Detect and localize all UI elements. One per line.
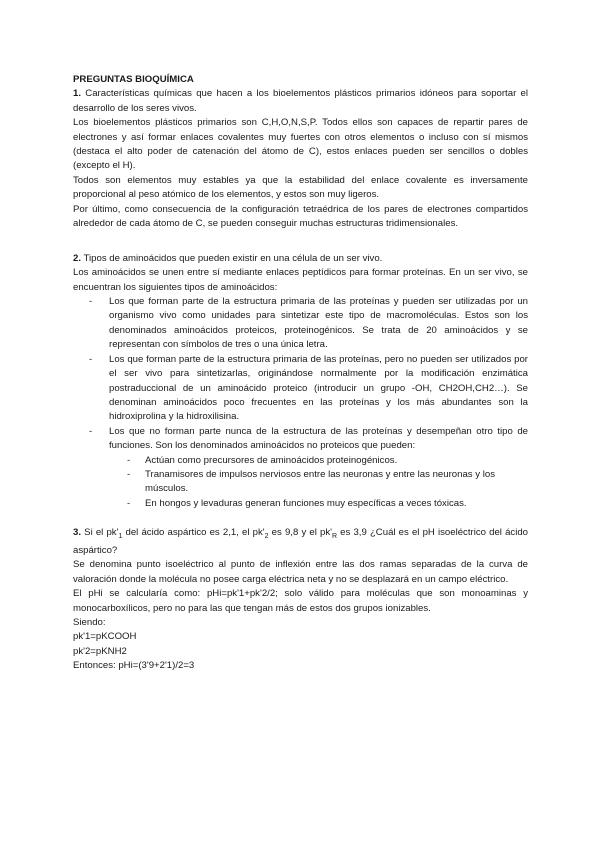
q3-question: 3. Si el $pk'_1$ del ácido aspártico es 2,1, el $pk'_2$ es 9,8 y el $pk'_R$ es 3,9 ¿Cuál es el pH isoeléctrico del ácido aspártico?: [73, 526, 529, 556]
spacer: [73, 511, 528, 525]
non-protein-functions-list: [109, 454, 528, 512]
q1-question-text: Características químicas que hacen a los bioelementos plásticos primarios idóneos para soportar el desarrollo de los seres vivos.: [73, 88, 528, 114]
q3-line-4: Entonces: pHi=(3'9+2'1)/2=3: [73, 660, 195, 672]
q3-line-1: Siendo:: [73, 616, 106, 628]
list-item-text: Los que no forman parte nunca de la estructura de las proteínas y desempeñan otro tipo de funciones. Son los denominados aminoácidos no proteicos que pueden:: [109, 425, 528, 452]
q1-paragraph-3: Por último, como consecuencia de la configuración tetraédrica de los pares de electrones compartidos alrededor de cada átomo de C, se pueden conseguir muchas estructuras tridimensionales.: [73, 203, 528, 230]
q3-line-2: pk'1=pKCOOH: [73, 631, 137, 643]
amino-acid-types-list: [73, 295, 528, 511]
sub-list-item: - En hongos y levaduras generan funciones muy específicas a veces tóxicas.: [109, 497, 528, 511]
list-item: [73, 425, 528, 511]
q2-question: [73, 252, 528, 266]
sub-list-item: - Tranamisores de impulsos nerviosos entre las neuronas y entre las neuronas y los músculos.: [109, 468, 528, 497]
q2-number: 2.: [73, 252, 82, 264]
q2-intro: Los aminoácidos se unen entre sí mediante enlaces peptídicos para formar proteínas. En un ser vivo, se encuentran los siguientes tipos de aminoácidos:: [73, 267, 528, 293]
q3-paragraph-1: Se denomina punto isoeléctrico al punto de inflexión entre las dos ramas separadas de la curva de valoración donde la molécula no posee carga eléctrica neta y no se desplazará en un campo eléctrico.: [73, 559, 528, 585]
sub-list-item: - Actúan como precursores de aminoácidos proteinogénicos.: [109, 454, 528, 468]
q3-paragraph-2: El pHi se calcularía como: pHi=pk'1+pk'2/2; solo válido para moléculas que son monoaminas y monocarboxílicos, pero no para las que tengan más de estos dos grupos ionizables.: [73, 588, 528, 614]
list-item: - Los que forman parte de la estructura primaria de las proteínas, pero no pueden ser utilizados por el ser vivo para sintetizarlas, originándose normalmente por la modificación enzimática postraduccional de un aminoácido proteico (introducir un grupo -OH, CH2OH,CH2…). Se denominan aminoácidos poco frecuentes en las proteínas y los más abundantes son la hidroxiprolina y la hidroxilisina.: [73, 353, 528, 425]
q3-line-3: pk'2=pKNH2: [73, 645, 127, 657]
document-title: PREGUNTAS BIOQUÍMICA: [73, 74, 194, 85]
q1-paragraph-2: Todos son elementos muy estables ya que la estabilidad del enlace covalente es inversamente proporcional al peso atómico de los elementos, y estos son muy ligeros.: [73, 174, 528, 201]
list-item: - Los que forman parte de la estructura primaria de las proteínas y pueden ser utilizadas por un organismo vivo como unidades para sintetizar este tipo de macromoléculas. Estos son los denominados aminoácidos proteicos, proteinogénicos. Se trata de 20 aminoácidos y se representan con símbolos de tres o una única letra.: [73, 295, 528, 353]
q1-number: 1.: [73, 88, 82, 100]
q1-question: [73, 87, 528, 116]
q3-number: 3.: [73, 526, 82, 538]
q2-question-text: Tipos de aminoácidos que pueden existir en una célula de un ser vivo.: [83, 252, 383, 264]
spacer: [73, 231, 528, 245]
q1-paragraph-1: Los bioelementos plásticos primarios son C,H,O,N,S,P. Todos ellos son capaces de repartir pares de electrones y así formar enlaces covalentes muy fuertes con otros elementos o incluso con sí mismos (destaca el alto poder de catenación del átomo de C), estos enlaces pueden ser sencillos o dobles (excepto el H).: [73, 117, 528, 172]
